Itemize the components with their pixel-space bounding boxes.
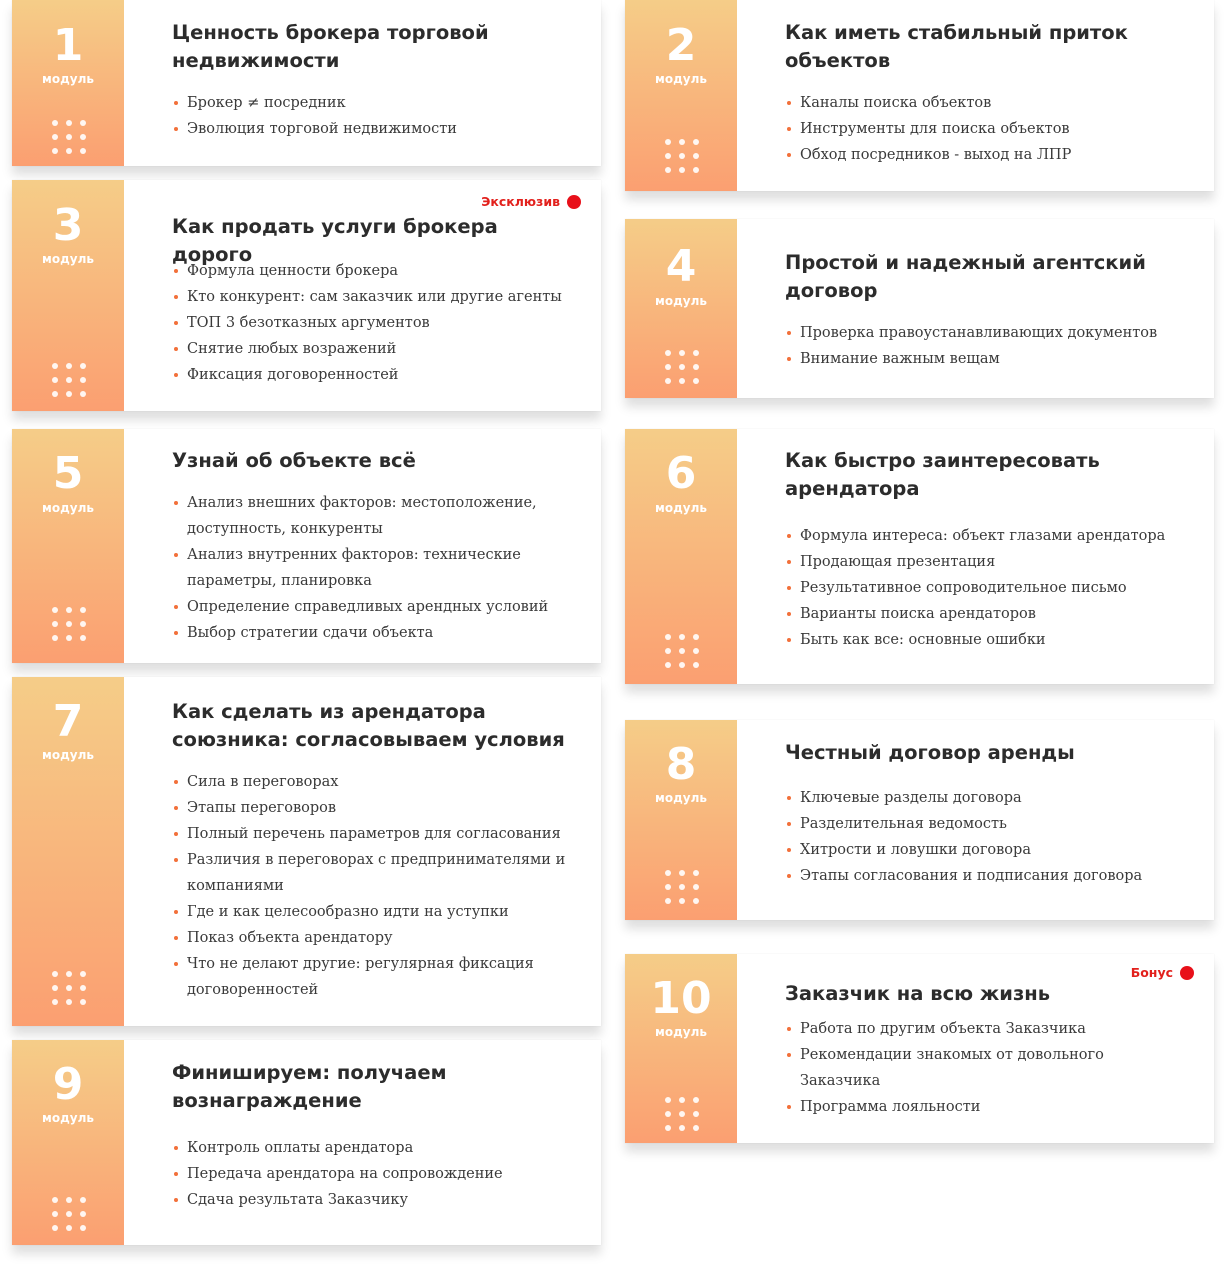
module-topics [785, 1016, 1196, 1120]
topic-item: Проверка правоустанавливающих документов [785, 320, 1196, 346]
dots-grid-icon [52, 120, 86, 154]
badge-label: Бонус [1130, 965, 1173, 980]
module-topics [785, 785, 1196, 889]
module-topics [172, 258, 583, 388]
topic-item: Быть как все: основные ошибки [785, 627, 1196, 653]
module-number-panel [625, 954, 737, 1143]
topic-item: Снятие любых возражений [172, 336, 583, 362]
exclusive-badge [481, 194, 581, 210]
module-topics [785, 320, 1196, 372]
topic-item: Формула интереса: объект глазами арендатора [785, 523, 1196, 549]
module-label: модуль [655, 791, 707, 805]
module-number-panel [625, 429, 737, 684]
module-title: Заказчик на всю жизнь [785, 982, 1051, 1005]
topic-item: Что не делают другие: регулярная фиксация договоренностей [172, 951, 547, 1003]
dots-grid-icon [52, 607, 86, 641]
module-title: Как иметь стабильный приток объектов [785, 21, 1128, 72]
module-label: модуль [655, 1025, 707, 1039]
topic-item: Рекомендации знакомых от довольного Заказчика [785, 1042, 1110, 1094]
topic-item: ТОП 3 безотказных аргументов [172, 310, 583, 336]
dots-grid-icon [665, 870, 699, 904]
module-label: модуль [42, 1111, 94, 1125]
module-number: 4 [665, 241, 697, 292]
module-number: 6 [665, 448, 697, 499]
topic-item: Фиксация договоренностей [172, 362, 583, 388]
module-topics [172, 490, 583, 646]
module-number-panel [12, 180, 124, 411]
module-card-1 [12, 0, 601, 166]
badge-label: Эксклюзив [481, 194, 560, 209]
topic-item: Каналы поиска объектов [785, 90, 1196, 116]
dots-grid-icon [52, 1197, 86, 1231]
module-number-panel [625, 219, 737, 398]
topic-item: Сила в переговорах [172, 769, 583, 795]
module-card-8 [625, 720, 1214, 920]
module-title: Честный договор аренды [785, 741, 1075, 764]
topic-item: Контроль оплаты арендатора [172, 1135, 583, 1161]
topic-item: Эволюция торговой недвижимости [172, 116, 583, 142]
module-number: 10 [650, 973, 712, 1024]
dots-grid-icon [665, 139, 699, 173]
module-card-4 [625, 219, 1214, 398]
red-dot-icon [1180, 966, 1194, 980]
module-card-9 [12, 1040, 601, 1245]
module-number: 3 [52, 200, 84, 251]
module-number: 8 [665, 739, 697, 790]
topic-item: Передача арендатора на сопровождение [172, 1161, 583, 1187]
module-number-panel [12, 677, 124, 1026]
module-title: Узнай об объекте всё [172, 449, 416, 472]
dots-grid-icon [665, 1097, 699, 1131]
topic-item: Внимание важным вещам [785, 346, 1196, 372]
topic-item: Хитрости и ловушки договора [785, 837, 1196, 863]
module-number: 9 [52, 1059, 84, 1110]
module-title: Как продать услуги брокера дорого [172, 215, 498, 266]
topic-item: Инструменты для поиска объектов [785, 116, 1196, 142]
topic-item: Ключевые разделы договора [785, 785, 1196, 811]
topic-item: Анализ внутренних факторов: технические параметры, планировка [172, 542, 532, 594]
module-card-6 [625, 429, 1214, 684]
topic-item: Выбор стратегии сдачи объекта [172, 620, 583, 646]
topic-item: Продающая презентация [785, 549, 1196, 575]
topic-item: Где и как целесообразно идти на уступки [172, 899, 583, 925]
topic-item: Работа по другим объекта Заказчика [785, 1016, 1196, 1042]
topic-item: Кто конкурент: сам заказчик или другие агенты [172, 284, 583, 310]
module-number-panel [12, 1040, 124, 1245]
module-label: модуль [655, 294, 707, 308]
topic-item: Различия в переговорах с предпринимателями и компаниями [172, 847, 572, 899]
topic-item: Варианты поиска арендаторов [785, 601, 1196, 627]
dots-grid-icon [665, 634, 699, 668]
module-number: 2 [665, 20, 697, 71]
topic-item: Полный перечень параметров для согласования [172, 821, 583, 847]
module-title: Как сделать из арендатора союзника: согласовываем условия [172, 700, 565, 751]
topic-item: Этапы согласования и подписания договора [785, 863, 1196, 889]
topic-item: Обход посредников - выход на ЛПР [785, 142, 1196, 168]
module-title: Простой и надежный агентский договор [785, 251, 1146, 302]
module-number: 7 [52, 696, 84, 747]
module-topics [172, 1135, 583, 1213]
module-card-2 [625, 0, 1214, 191]
module-title: Как быстро заинтересовать арендатора [785, 449, 1100, 500]
topic-item: Результативное сопроводительное письмо [785, 575, 1196, 601]
module-title: Ценность брокера торговой недвижимости [172, 21, 489, 72]
module-label: модуль [42, 72, 94, 86]
topic-item: Этапы переговоров [172, 795, 583, 821]
topic-item: Брокер ≠ посредник [172, 90, 583, 116]
module-number: 5 [52, 448, 84, 499]
module-label: модуль [42, 748, 94, 762]
topic-item: Показ объекта арендатору [172, 925, 583, 951]
dots-grid-icon [52, 971, 86, 1005]
topic-item: Определение справедливых арендных условий [172, 594, 583, 620]
module-label: модуль [655, 72, 707, 86]
module-title: Финишируем: получаем вознаграждение [172, 1061, 447, 1112]
topic-item: Программа лояльности [785, 1094, 1196, 1120]
topic-item: Формула ценности брокера [172, 258, 583, 284]
red-dot-icon [567, 195, 581, 209]
module-number-panel [625, 720, 737, 920]
module-topics [172, 769, 583, 1003]
module-number-panel [12, 0, 124, 166]
module-label: модуль [655, 501, 707, 515]
module-label: модуль [42, 501, 94, 515]
topic-item: Сдача результата Заказчику [172, 1187, 583, 1213]
module-topics [172, 90, 583, 142]
module-topics [785, 90, 1196, 168]
module-number-panel [625, 0, 737, 191]
module-card-5 [12, 429, 601, 663]
bonus-badge [1131, 965, 1194, 981]
module-number: 1 [52, 20, 84, 71]
module-topics [785, 523, 1196, 653]
topic-item: Анализ внешних факторов: местоположение, доступность, конкуренты [172, 490, 547, 542]
dots-grid-icon [52, 363, 86, 397]
module-label: модуль [42, 252, 94, 266]
module-card-7 [12, 677, 601, 1026]
topic-item: Разделительная ведомость [785, 811, 1196, 837]
dots-grid-icon [665, 350, 699, 384]
module-card-10 [625, 954, 1214, 1143]
module-number-panel [12, 429, 124, 663]
module-card-3 [12, 180, 601, 411]
